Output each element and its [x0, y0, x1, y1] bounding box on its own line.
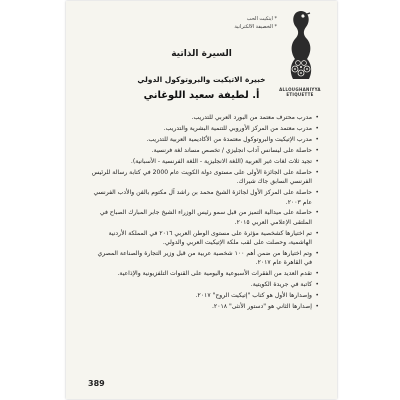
- list-item: • حاصلة على ليسانس آداب انجليزي / تخصص مساند لغة فرنسية.: [88, 146, 319, 155]
- list-item: • وإصدارها الأول هو كتاب "إتيكيت الروح" ٢٠١٧.: [88, 291, 319, 300]
- list-item: • كاتبة في جريدة الكويتية.: [88, 280, 319, 289]
- list-item: • تجيد ثلاث لغات غير العربية (اللغة الانجليزية - اللغة الفرنسية - الأسبانية).: [88, 157, 319, 166]
- list-item: • مدرب محترف معتمد من البورد العربي للتدريب.: [88, 113, 319, 122]
- author-name: أ. لطيفة سعيد اللوغاني: [143, 90, 260, 101]
- list-item: • تم اختيارها كشخصية مؤثرة على مستوى الوطن العربي ٢٠١٦ في المملكة الأردنية الهاشمية، وحصلت على لقب ملكة الإتيكيت العربي والدولي.: [88, 229, 319, 248]
- biography-list: [88, 113, 319, 313]
- list-item: • مدرب الإتيكيت والبروتوكول معتمدة من الأكاديمية العربية للتدريب.: [88, 135, 319, 144]
- list-item: • حاصلة على ميدالية التميز من قبل سمو رئيس الوزراء الشيخ جابر المبارك الصباح في الملتقى الإعلامي العربي ٢٠١٥.: [88, 208, 319, 227]
- section-subtitle: خبيرة الاتيكيت والبروتوكول الدولي: [137, 75, 266, 84]
- page-header-meta: [234, 15, 277, 31]
- list-item: • مدرب معتمد من المركز الأوروبي للتنمية البشرية والتدريب.: [88, 124, 319, 133]
- page-number: 389: [88, 379, 105, 388]
- header-line-2: * الخصيفة الالكترانية: [234, 24, 277, 30]
- header-line-1: * ايتكيت الحب: [246, 16, 277, 22]
- list-item: • حاصلة على الجائزة الأولى على مستوى دولة الكويت عام 2000 في كتابة رسالة للرئيس الفرنسي السابق جاك شيراك.: [88, 168, 319, 187]
- brand-wordmark: ALLOUGHANIYYA ETIQUETTE: [279, 87, 321, 97]
- section-title: السيرة الذاتية: [171, 49, 232, 59]
- list-item: • إصدارها الثاني هو "دستور الأنثى" ٢٠١٨.: [88, 302, 319, 311]
- list-item: • حاصلة على المركز الأول لجائزة الشيخ محمد بن راشد آل مكتوم بالفن والأدب الفرنسي عام ٢٠٠٣.: [88, 188, 319, 207]
- book-page: [66, 1, 337, 399]
- list-item: • تقدم العديد من الفقرات الأسبوعية واليومية على القنوات التلفزيونية والإذاعية.: [88, 269, 319, 278]
- list-item: • وتم اختيارها من ضمن أهم ١٠٠ شخصية عربية من قبل وزير التجارة والصناعة المصري في القاهرة عام ٢٠١٧.: [88, 249, 319, 268]
- peacock-logo-icon: [283, 7, 319, 85]
